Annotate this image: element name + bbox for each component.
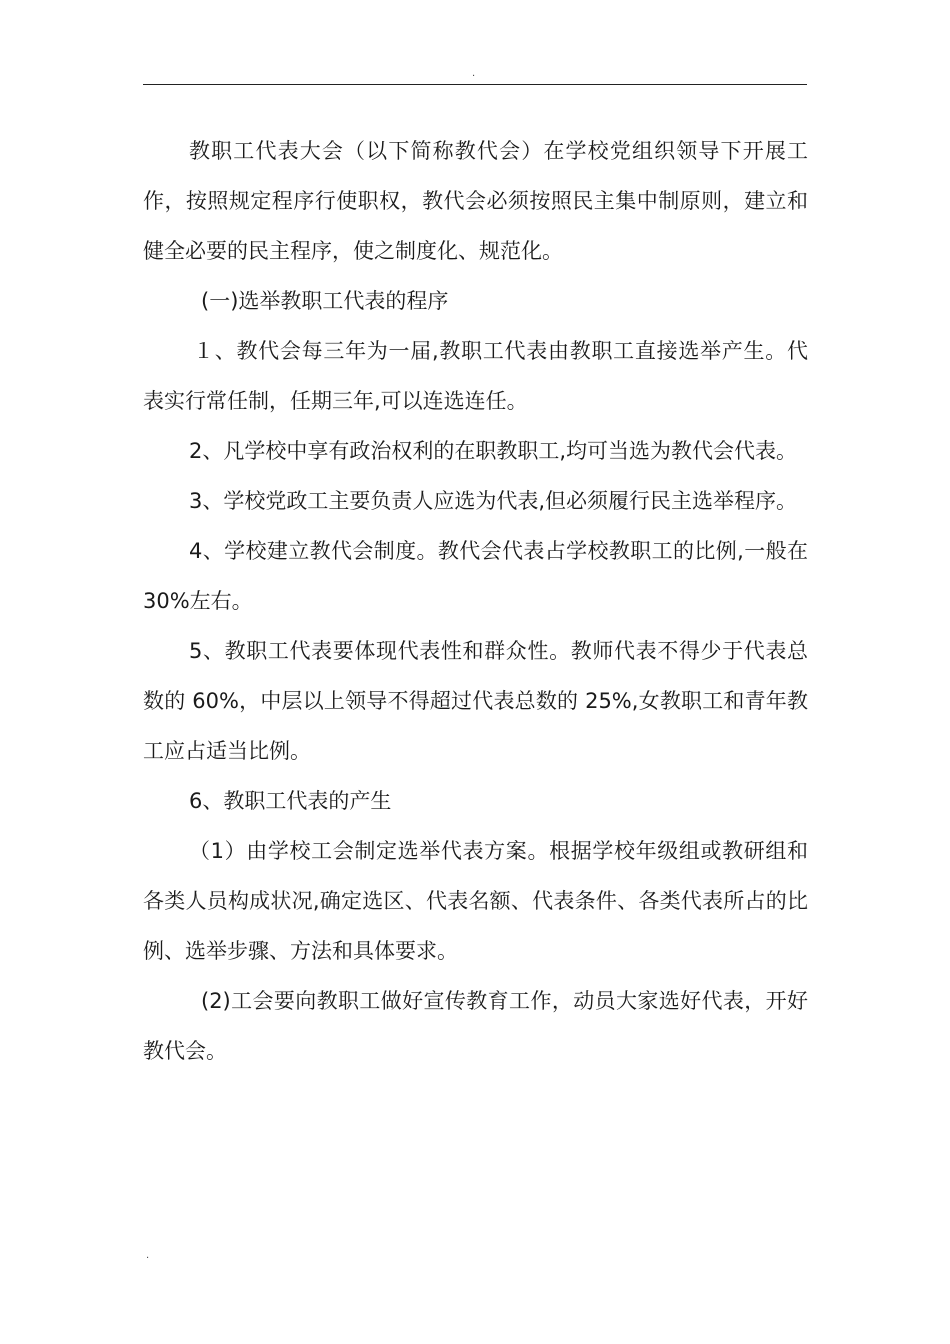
footer-mark: . (146, 1250, 150, 1261)
paragraph-item-1: １、教代会每三年为一届,教职工代表由教职工直接选举产生。代表实行常任制，任期三年,可以连选连任。 (143, 339, 808, 413)
paragraph-intro: 教职工代表大会（以下简称教代会）在学校党组织领导下开展工作，按照规定程序行使职权，教代会必须按照民主集中制原则，建立和健全必要的民主程序，使之制度化、规范化。 (143, 139, 808, 263)
paragraph-subitem-2: (2)工会要向教职工做好宣传教育工作，动员大家选好代表，开好教代会。 (143, 989, 808, 1063)
paragraph-subitem-1: （1）由学校工会制定选举代表方案。根据学校年级组或教研组和各类人员构成状况,确定选区、代表名额、代表条件、各类代表所占的比例、选举步骤、方法和具体要求。 (143, 839, 808, 963)
document-body (143, 126, 808, 1076)
section-heading: (一)选举教职工代表的程序 (201, 289, 449, 313)
paragraph-item-3: 3、学校党政工主要负责人应选为代表,但必须履行民主选举程序。 (189, 489, 798, 513)
paragraph-item-4: 4、学校建立教代会制度。教代会代表占学校教职工的比例,一般在 30%左右。 (143, 539, 808, 613)
header-rule (143, 84, 807, 85)
paragraph-item-5: 5、教职工代表要体现代表性和群众性。教师代表不得少于代表总数的 60%，中层以上领导不得超过代表总数的 25%,女教职工和青年教工应占适当比例。 (143, 639, 808, 763)
paragraph-item-6: 6、教职工代表的产生 (189, 789, 392, 813)
header-mark: . (472, 68, 476, 79)
paragraph-item-2: 2、凡学校中享有政治权利的在职教职工,均可当选为教代会代表。 (189, 439, 798, 463)
